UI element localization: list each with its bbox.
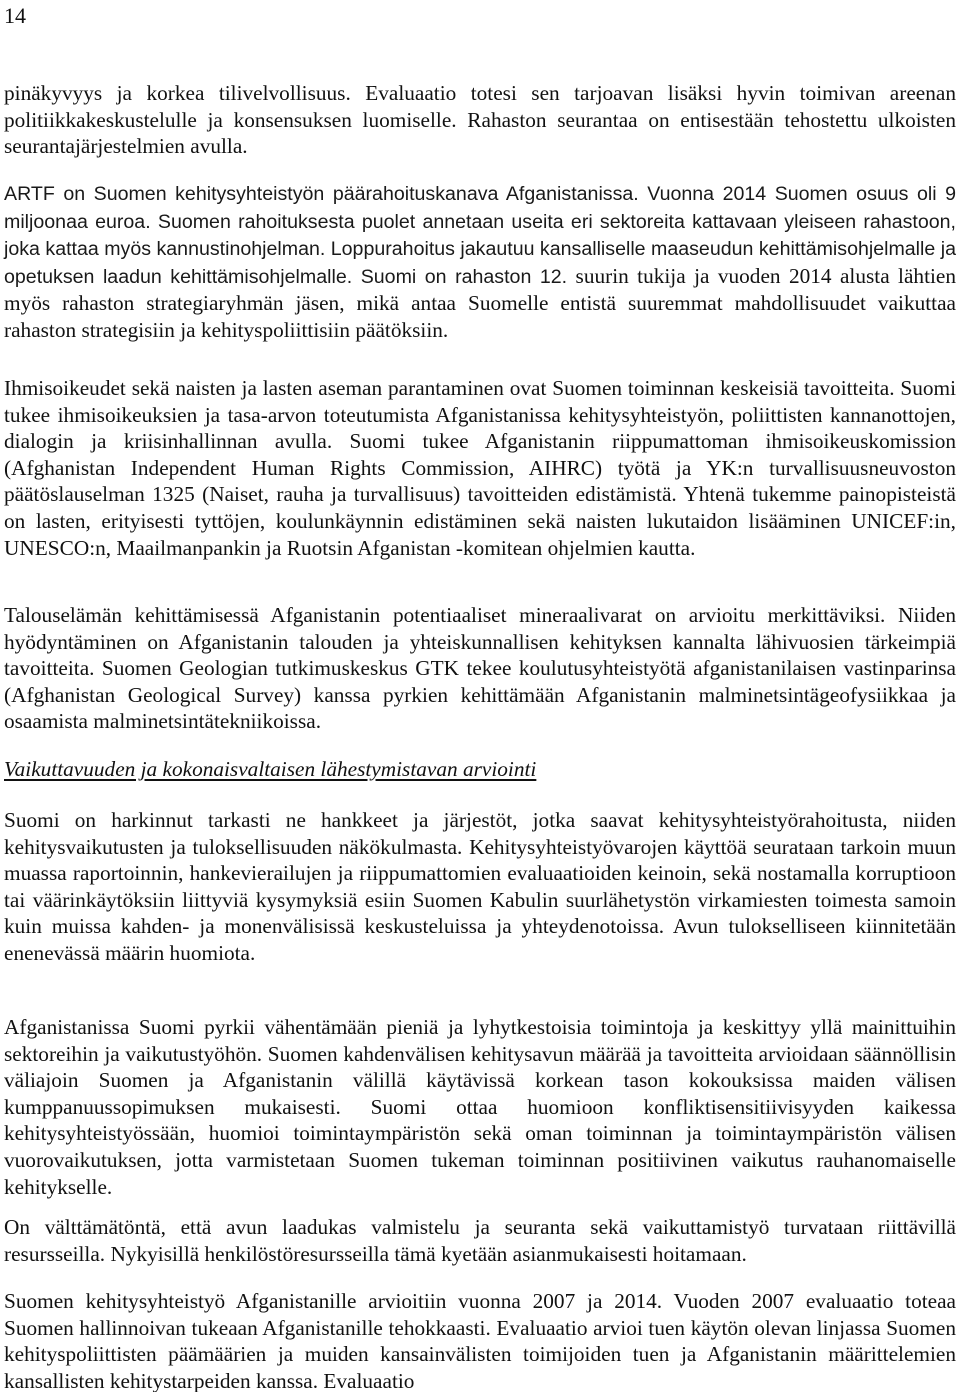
artf-text-serif: suurin tukija ja vuoden 2014 alusta lähtien myös rahaston strategiaryhmän jäsen, mikä antaa Suomelle entistä suuremmat mahdollisuudet vaikuttaa rahaston strategisiin ja kehityspoliittisiin päätöksiin. [4, 263, 957, 342]
paragraph-text: Talouselämän kehittämisessä Afganistanin potentiaaliset mineraalivarat on arvioitu merkittäviksi. Niiden hyödyntäminen on Afganistanin talouden ja yhteiskunnallisen kehityksen kannalta lähivuosien tärkeimpiä tavoitteita. Suomen Geologian tutkimuskeskus GTK tekee koulutusyhteistyötä afganistanilaisen vastinparinsa (Afghanistan Geological Survey) kanssa pyrkien kehittämään Afganistanin malminetsintägeofysiikkaa ja osaamista malminetsintätekniikoissa. [4, 603, 956, 734]
paragraph-arviointi [4, 1288, 956, 1392]
paragraph-rahasto-evaluaatio [4, 80, 956, 160]
paragraph-artf [4, 180, 956, 344]
paragraph-text: Suomi on harkinnut tarkasti ne hankkeet ja järjestöt, jotka saavat kehitysyhteistyörahoitusta, niiden kehitysvaikutusten ja tuloksellisuuden näkökulmasta. Kehitysyhteistyövarojen käyttöä seurataan tarkoin muun muassa raportoinnin, hankevierailujen ja riippumattomien evaluaatioiden keinoin, sekä nostamalla korruptioon tai väärinkäytöksiin liittyviä kysymyksiä esiin Suomen Kabulin suurlähetystön virkamiesten toimesta samoin kuin muissa kahden- ja monenvälisissä keskusteluissa ja yhteydenotoissa. Avun tulokselliseen kiinnitetään enenevässä määrin huomiota. [4, 808, 956, 965]
paragraph-afganistanissa [4, 1014, 956, 1200]
paragraph-ihmisoikeudet [4, 375, 956, 561]
paragraph-text [4, 180, 956, 344]
paragraph-talouselama [4, 602, 956, 735]
paragraph-text: On välttämätöntä, että avun laadukas valmistelu ja seuranta sekä vaikuttamistyö turvataan riittävillä resursseilla. Nykyisillä henkilöstöresursseilla tämä kyetään asianmukaisesti hoitamaan. [4, 1215, 956, 1266]
paragraph-text: Afganistanissa Suomi pyrkii vähentämään pieniä ja lyhytkestoisia toimintoja ja keskittyy yllä mainittuihin sektoreihin ja vaikutustyöhön. Suomen kahdenvälisen kehitysavun määrää ja tavoitteita arvioidaan säännöllisin väliajoin Suomen ja Afganistanin välillä käytävissä korkean tason kokouksissa maiden välisen kumppanuussopimuksen mukaisesti. Suomi ottaa huomioon konfliktisensitiivisyyden kaikessa kehitysyhteistyössään, huomioi toimintaympäristön sekä oman toiminnan ja toimintaympäristön välisen vuorovaikutuksen, jotta varmistetaan Suomen tukeman toiminnan positiivinen vaikutus rauhanomaiselle kehitykselle. [4, 1015, 956, 1199]
paragraph-text: Ihmisoikeudet sekä naisten ja lasten aseman parantaminen ovat Suomen toiminnan keskeisiä tavoitteita. Suomi tukee ihmisoikeuksien ja tasa-arvon toteutumista Afganistanissa kehitysyhteistyön, poliittisten kannanottojen, dialogin ja kriisinhallinnan avulla. Suomi tukee Afganistanin riippumattoman ihmisoikeuskomission (Afghanistan Independent Human Rights Commission, AIHRC) työtä ja YK:n turvallisuusneuvoston päätöslauselman 1325 (Naiset, rauha ja turvallisuus) tavoitteiden edistämistä. Yhtenä tukemme painopisteistä on lasten, erityisesti tyttöjen, koulunkäynnin edistäminen sekä naisten lukutaidon lisääminen UNICEF:in, UNESCO:n, Maailmanpankin ja Ruotsin Afganistan -komitean ohjelmien kautta. [4, 376, 956, 560]
section-heading: Vaikuttavuuden ja kokonaisvaltaisen lähestymistavan arviointi [4, 757, 537, 781]
page-number: 14 [4, 3, 26, 28]
paragraph-harkinta [4, 807, 956, 967]
paragraph-text: Suomen kehitysyhteistyö Afganistanille arvioitiin vuonna 2007 ja 2014. Vuoden 2007 evaluaatio toteaa Suomen hallinnoivan tukeaan Afganistanille tehokkaasti. Evaluaatio arvioi tuen käytön olevan linjassa Suomen kehityspoliittisten päämäärien ja muiden kansainvälisten toimijoiden tuen ja Afganistanin määrittelemien kansallisten kehitystarpeiden kanssa. Evaluaatio [4, 1289, 956, 1392]
artf-text-sans: ARTF on Suomen kehitysyhteistyön päärahoituskanava Afganistanissa. Vuonna 2014 Suomen osuus oli 9 miljoonaa euroa. Suomen rahoituksesta puolet annetaan useita eri sektoreita kattavaan yleiseen rahastoon, joka kattaa myös kannustinohjelman. Loppurahoitus jakautuu kansalliselle maaseudun kehittämisohjelmalle ja opetuksen laadun kehittämisohjelmalle. Suomi on rahaston 12. [4, 183, 956, 288]
paragraph-text: pinäkyvyys ja korkea tilivelvollisuus. Evaluaatio totesi sen tarjoavan lisäksi hyvin toimivan areenan politiikkakeskustelulle ja konsensuksen luomiselle. Rahaston seurantaa on entisestään tehostettu ulkoisten seurantajärjestelmien avulla. [4, 81, 956, 159]
paragraph-resurssit [4, 1214, 956, 1267]
